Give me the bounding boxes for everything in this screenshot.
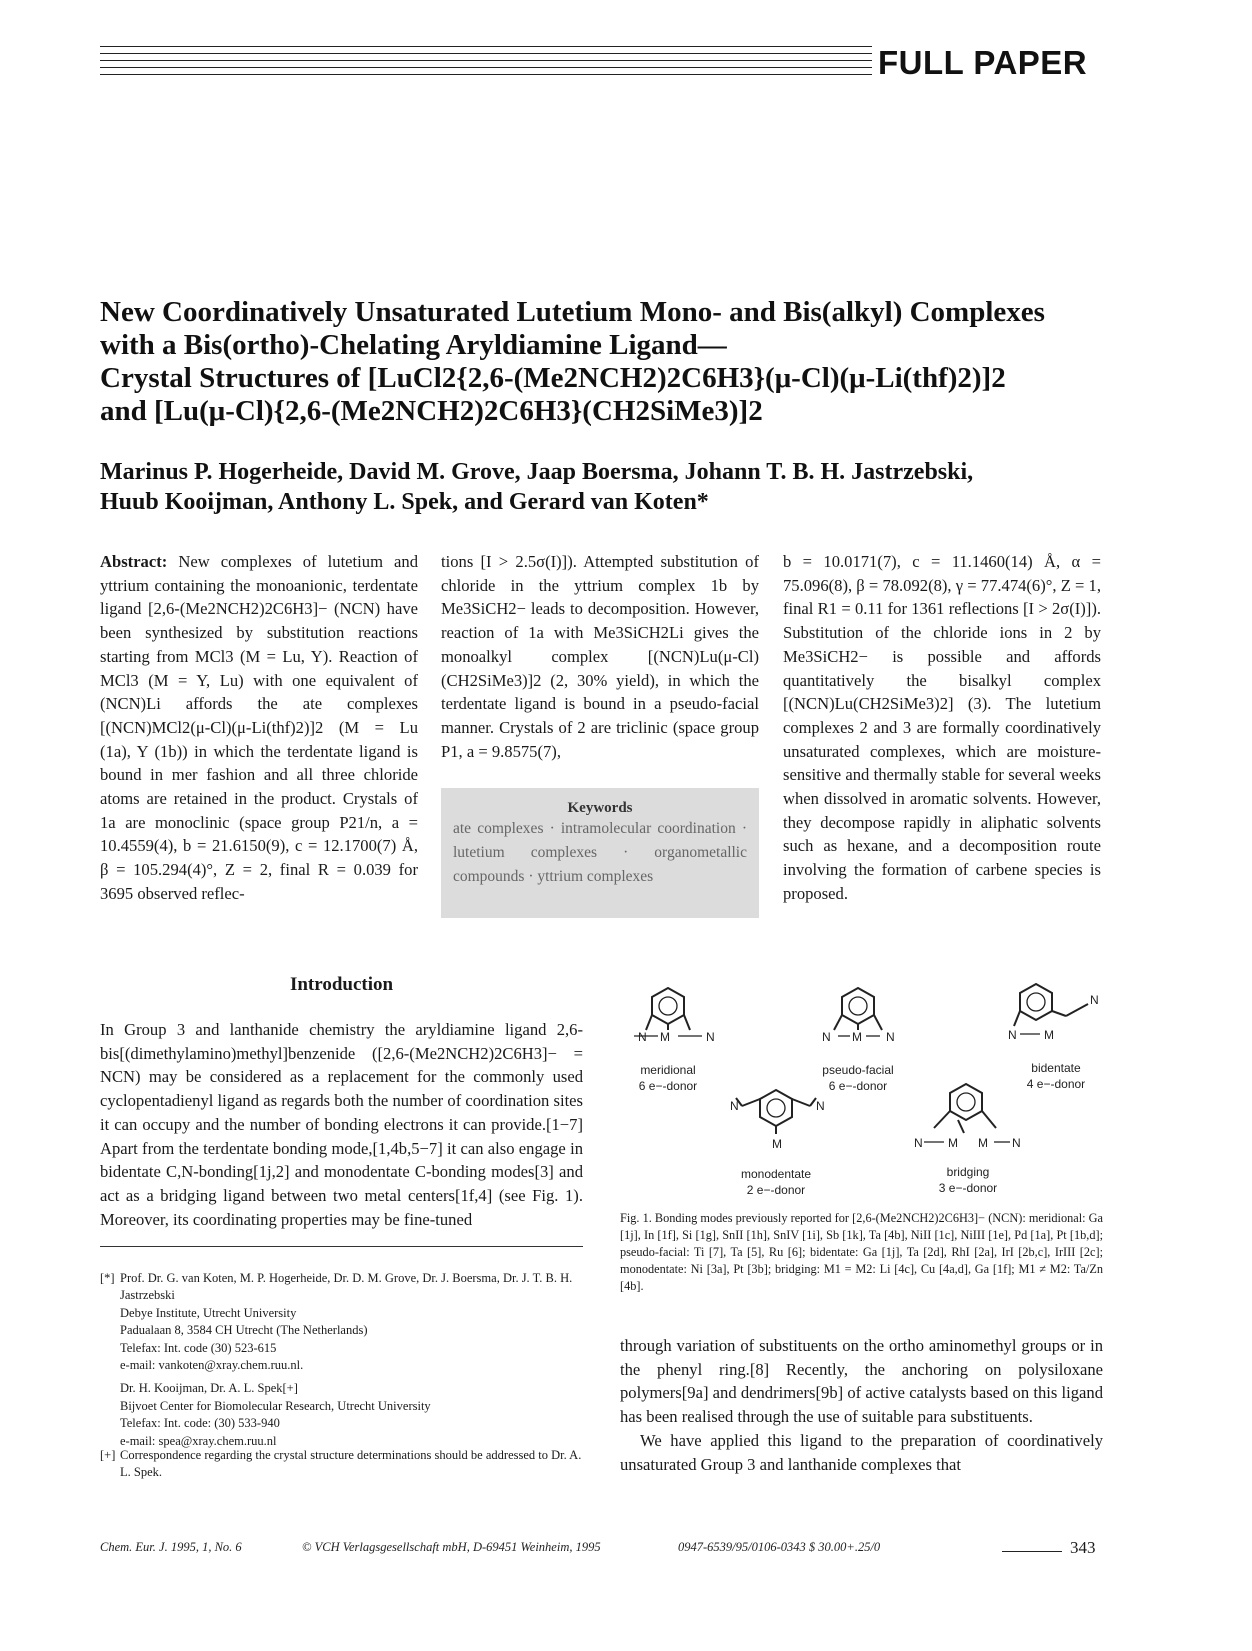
footnote-address-2: Debye Institute, Utrecht University [120, 1305, 297, 1320]
abstract-label: Abstract: [100, 552, 168, 571]
footnote-affiliations [100, 1270, 583, 1450]
footer-journal: Chem. Eur. J. 1995, 1, No. 6 [100, 1540, 242, 1554]
authors-line-2: Huub Kooijman, Anthony L. Spek, and Gerard van Koten* [100, 489, 709, 515]
introduction-continued [620, 1334, 1103, 1476]
footer-rule [1002, 1551, 1062, 1552]
footnote-address-9: e-mail: spea@xray.chem.ruu.nl [120, 1433, 277, 1448]
footer-issn: 0947-6539/95/0106-0343 $ 30.00+.25/0 [678, 1540, 881, 1554]
figure-1-caption: Fig. 1. Bonding modes previously reported for [2,6-(Me2NCH2)2C6H3]− (NCN): meridional: Ga [1j], In [1f], Si [1g], SnII [1h], SnIV [1i], Sb [1k], Ta [4b], NiII [1c], NiIII [1e], Pd [1a], Pt [1b,d]; pseudo-facial: Ti [7], Ta [5], Ru [6]; bidentate: Ga [1j], Ta [2d], RhI [2a], IrI [2b,c], IrIII [2c]; monodentate: Ni [3a], Pt [3b]; bridging: M1 = M2: Li [4c], Cu [4a,d], Ga [1f]; M1 ≠ M2: Ta/Zn [4b]. [620, 1211, 1103, 1293]
svg-text:M: M [978, 1136, 988, 1150]
footnote-correspondence [100, 1447, 583, 1482]
svg-text:N: N [1012, 1136, 1021, 1150]
footnote-address-7: Bijvoet Center for Biomolecular Research, Utrecht University [120, 1398, 431, 1413]
label-meridional-donor: 6 e−-donor [638, 1079, 698, 1093]
svg-text:N: N [638, 1030, 647, 1044]
svg-text:N: N [1008, 1028, 1017, 1042]
svg-text:M: M [852, 1030, 862, 1044]
label-pseudo-facial: pseudo-facial [822, 1063, 894, 1077]
keywords-heading: Keywords [567, 800, 633, 816]
footnote-address-1: Prof. Dr. G. van Koten, M. P. Hogerheide, Dr. D. M. Grove, Dr. J. Boersma, Dr. J. T. B. H. Jastrzebski [120, 1271, 573, 1303]
label-pseudo-facial-donor: 6 e−-donor [828, 1079, 888, 1093]
footnote-mark-2: [+] [100, 1448, 116, 1462]
pseudo-facial-structure [834, 988, 882, 1036]
title-line-1: New Coordinatively Unsaturated Lutetium Mono- and Bis(alkyl) Complexes [100, 296, 1045, 328]
bridging-structure [924, 1084, 1010, 1142]
label-bridging: bridging [946, 1165, 990, 1179]
footnote-separator [100, 1246, 583, 1247]
bidentate-structure [1014, 984, 1088, 1034]
footnote-address-5: e-mail: vankoten@xray.chem.ruu.nl. [120, 1358, 304, 1373]
svg-text:N: N [706, 1030, 715, 1044]
section-label: FULL PAPER [878, 44, 1088, 81]
label-bidentate: bidentate [1031, 1061, 1081, 1075]
meridional-structure [634, 988, 702, 1036]
abstract-text-3: b = 10.0171(7), c = 11.1460(14) Å, α = 75.096(8), β = 78.092(8), γ = 77.474(6)°, Z = 1, final R1 = 0.11 for 1361 reflections [I > 2σ(I)]). Substitution of the chloride ions in 2 by Me3SiCH2− is possible and affords quantitatively the bisalkyl complex [(NCN)Lu(CH2SiMe3)2] (3). The lutetium complexes 2 and 3 are formally coordinatively unsaturated complexes, which are moisture-sensitive and thermally stable for several weeks when dissolved in aromatic solvents. However, they decompose rapidly in aliphatic solvents such as hexane, and a decomposition route involving the formation of carbene species is proposed. [783, 552, 1101, 903]
abstract-column-2 [441, 550, 759, 763]
footnote-correspondence-text: Correspondence regarding the crystal structure determinations should be addressed to Dr. A. L. Spek. [120, 1448, 582, 1480]
paper-title [100, 296, 1140, 428]
svg-text:N: N [886, 1030, 895, 1044]
footnote-address-8: Telefax: Int. code: (30) 533-940 [120, 1416, 280, 1431]
abstract-text-1: New complexes of lutetium and yttrium containing the monoanionic, terdentate ligand [2,6-(Me2NCH2)2C6H3]− (NCN) have been synthesized by substitution reactions starting from MCl3 (M = Lu, Y). Reaction of MCl3 (M = Y, Lu) with one equivalent of (NCN)Li affords the ate complexes [(NCN)MCl2(μ-Cl)(μ-Li(thf)2)]2 (M = Lu (1a), Y (1b)) in which the terdentate ligand is bound in mer fashion and all three chloride atoms are retained in the product. Crystals of 1a are monoclinic (space group P21/n, a = 10.4559(4), b = 21.6150(9), c = 12.1700(7) Å, β = 105.294(4)°, Z = 2, final R = 0.039 for 3695 observed reflec- [100, 552, 418, 903]
footer-publisher: © VCH Verlagsgesellschaft mbH, D-69451 Weinheim, 1995 [302, 1540, 601, 1554]
svg-text:N: N [730, 1099, 739, 1113]
title-line-3: Crystal Structures of [LuCl2{2,6-(Me2NCH2)2C6H3}(μ-Cl)(μ-Li(thf)2)]2 [100, 362, 1006, 394]
page-number: 343 [1070, 1538, 1096, 1557]
introduction-heading: Introduction [289, 974, 394, 995]
svg-text:M: M [1044, 1028, 1054, 1042]
introduction-paragraph-2: through variation of substituents on the ortho aminomethyl groups or in the phenyl ring.[8] Recently, the anchoring on polysiloxane polymers[9a] and dendrimers[9b] of active catalysts based on this ligand has been realised through the use of suitable para substituents. [620, 1336, 1103, 1427]
footnote-mark-1: [*] [100, 1271, 115, 1285]
svg-text:N: N [816, 1099, 825, 1113]
introduction-paragraph-3: We have applied this ligand to the preparation of coordinatively unsaturated Group 3 and lanthanide complexes that [620, 1430, 1103, 1474]
keywords-text: ate complexes · intramolecular coordination · lutetium complexes · organometallic compounds · yttrium complexes [453, 820, 747, 885]
introduction-paragraph-1: In Group 3 and lanthanide chemistry the aryldiamine ligand 2,6-bis[(dimethylamino)methyl]benzenide ([2,6-(Me2NCH2)2C6H3]− = NCN) may be considered as a replacement for the commonly used cyclopentadienyl ligand as regards both the number of coordination sites it can occupy and the number of bonding electrons it can provide.[1−7] Apart from the terdentate bonding mode,[1,4b,5−7] it can also engage in bidentate C,N-bonding[1j,2] and monodentate C-bonding modes[3] and act as a bridging ligand between two metal centers[1f,4] (see Fig. 1). Moreover, its coordinating properties may be fine-tuned [100, 1020, 583, 1229]
label-bidentate-donor: 4 e−-donor [1026, 1077, 1086, 1091]
svg-text:M: M [660, 1030, 670, 1044]
label-monodentate: monodentate [740, 1167, 812, 1181]
author-list [100, 457, 1140, 517]
header-rule [100, 46, 872, 82]
title-line-2: with a Bis(ortho)-Chelating Aryldiamine Ligand— [100, 329, 727, 361]
label-bridging-donor: 3 e−-donor [938, 1181, 998, 1195]
svg-text:N: N [914, 1136, 923, 1150]
label-monodentate-donor: 2 e−-donor [746, 1183, 806, 1197]
svg-text:N: N [1090, 993, 1099, 1007]
label-meridional: meridional [640, 1063, 696, 1077]
abstract-text-2: tions [I > 2.5σ(I)]). Attempted substitution of chloride in the yttrium complex 1b by Me3SiCH2− leads to decomposition. However, reaction of 1a with Me3SiCH2Li gives the monoalkyl complex [(NCN)Lu(μ-Cl)(CH2SiMe3)]2 (2, 30% yield), in which the terdentate ligand is bound in a pseudo-facial manner. Crystals of 2 are triclinic (space group P1, a = 9.8575(7), [441, 552, 759, 761]
title-line-4: and [Lu(μ-Cl){2,6-(Me2NCH2)2C6H3}(CH2SiMe3)]2 [100, 395, 763, 427]
svg-text:N: N [822, 1030, 831, 1044]
monodentate-structure [736, 1090, 816, 1134]
footnote-address-6: Dr. H. Kooijman, Dr. A. L. Spek[+] [120, 1381, 298, 1396]
abstract-column-1 [100, 550, 418, 906]
authors-line-1: Marinus P. Hogerheide, David M. Grove, Jaap Boersma, Johann T. B. H. Jastrzebski, [100, 459, 974, 485]
footnote-address-4: Telefax: Int. code (30) 523-615 [120, 1340, 277, 1355]
footnote-address-3: Padualaan 8, 3584 CH Utrecht (The Netherlands) [120, 1323, 368, 1338]
svg-text:M: M [772, 1137, 782, 1151]
keywords-box [441, 788, 759, 918]
abstract-column-3 [783, 550, 1101, 906]
svg-text:M: M [948, 1136, 958, 1150]
figure-1-bonding-modes [618, 978, 1102, 1204]
